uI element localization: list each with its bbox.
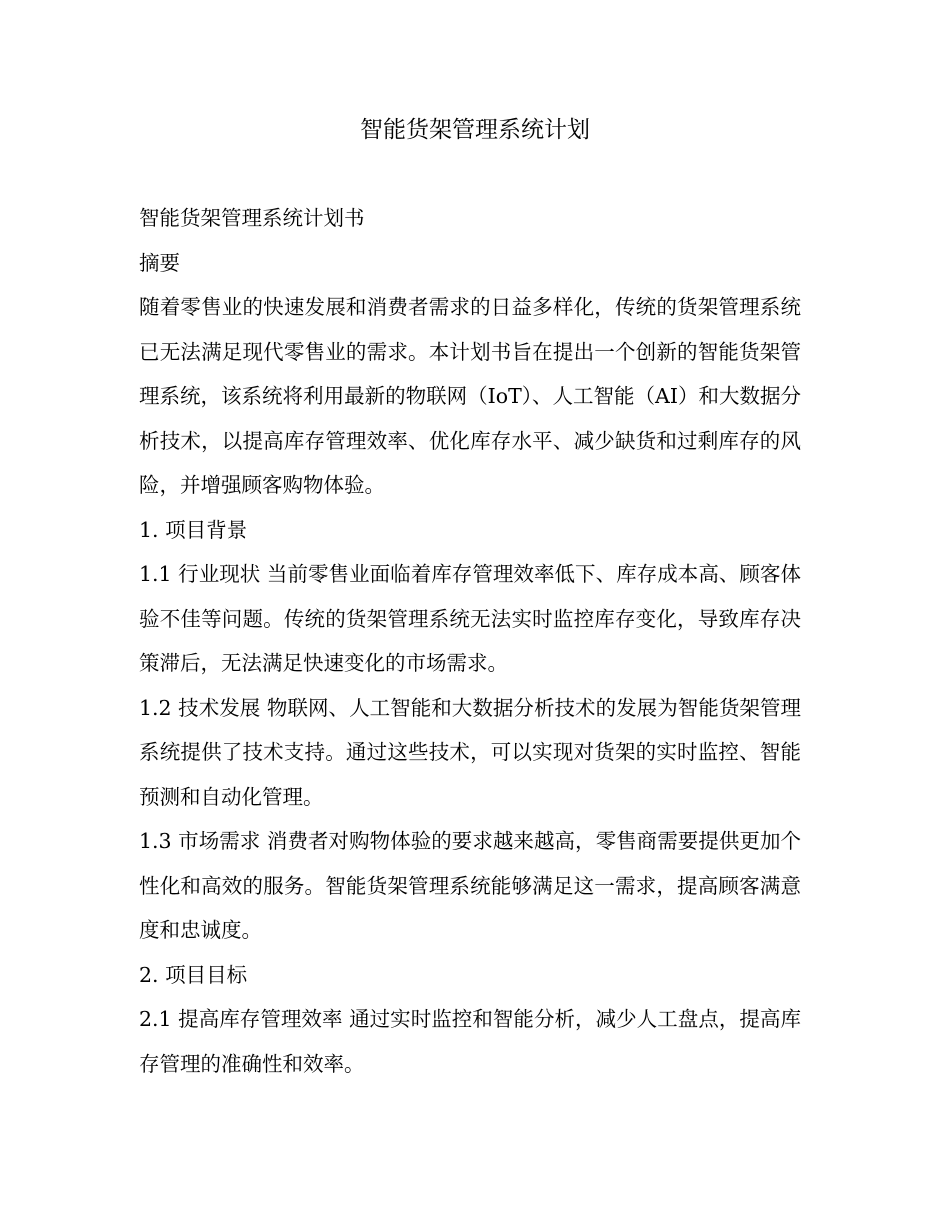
document-body — [139, 196, 801, 1086]
section-heading-goals: 2. 项目目标 — [139, 962, 248, 987]
section-1-1-paragraph: 1.1 行业现状 当前零售业面临着库存管理效率低下、库存成本高、顾客体验不佳等问题。传统的货架管理系统无法实时监控库存变化，导致库存决策滞后，无法满足快速变化的市场需求。 — [139, 562, 801, 675]
section-2-1-paragraph: 2.1 提高库存管理效率 通过实时监控和智能分析，减少人工盘点，提高库存管理的准确性和效率。 — [139, 1007, 801, 1076]
abstract-paragraph: 随着零售业的快速发展和消费者需求的日益多样化，传统的货架管理系统已无法满足现代零售业的需求。本计划书旨在提出一个创新的智能货架管理系统，该系统将利用最新的物联网（IoT）、人工智能（AI）和大数据分析技术，以提高库存管理效率、优化库存水平、减少缺货和过剩库存的风险，并增强顾客购物体验。 — [139, 295, 801, 497]
subtitle-paragraph: 智能货架管理系统计划书 — [139, 206, 365, 230]
section-1-2-paragraph: 1.2 技术发展 物联网、人工智能和大数据分析技术的发展为智能货架管理系统提供了技术支持。通过这些技术，可以实现对货架的实时监控、智能预测和自动化管理。 — [139, 695, 801, 809]
document-title: 智能货架管理系统计划 — [360, 117, 590, 143]
abstract-heading: 摘要 — [139, 250, 180, 275]
section-heading-background: 1. 项目背景 — [139, 517, 248, 542]
section-1-3-paragraph: 1.3 市场需求 消费者对购物体验的要求越来越高，零售商需要提供更加个性化和高效的服务。智能货架管理系统能够满足这一需求，提高顾客满意度和忠诚度。 — [139, 829, 801, 942]
